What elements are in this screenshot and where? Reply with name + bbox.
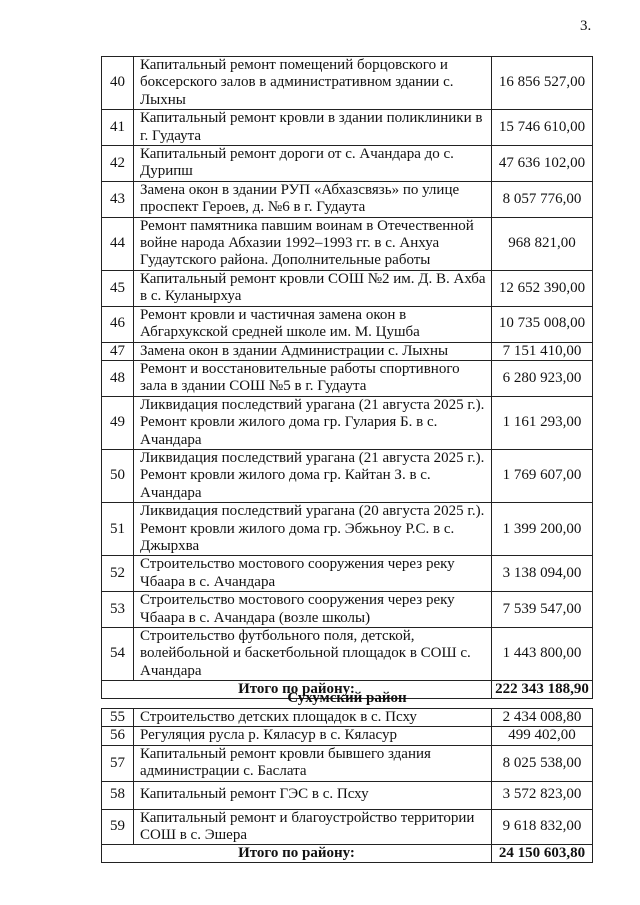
table-row xyxy=(102,270,593,306)
row-amount: 7 151 410,00 xyxy=(492,342,593,360)
row-description: Капитальный ремонт кровли СОШ №2 им. Д. В. Ахба в с. Куланырхуа xyxy=(134,270,492,306)
total-value: 222 343 188,90 xyxy=(492,681,593,699)
row-description: Строительство мостового сооружения через реку Чбаара в с. Ачандара xyxy=(134,556,492,592)
row-description: Ликвидация последствий урагана (21 августа 2025 г.). Ремонт кровли жилого дома гр. Кайтан З. в с. Ачандара xyxy=(134,449,492,502)
row-amount: 12 652 390,00 xyxy=(492,270,593,306)
row-description: Капитальный ремонт ГЭС в с. Псху xyxy=(134,781,492,809)
row-amount: 7 539 547,00 xyxy=(492,592,593,628)
row-description: Строительство мостового сооружения через реку Чбаара в с. Ачандара (возле школы) xyxy=(134,592,492,628)
total-label: Итого по району: xyxy=(102,681,492,699)
table-row xyxy=(102,360,593,396)
row-amount: 47 636 102,00 xyxy=(492,146,593,182)
table-row xyxy=(102,781,593,809)
table-row xyxy=(102,396,593,449)
total-label: Итого по району: xyxy=(102,845,492,863)
total-value: 24 150 603,80 xyxy=(492,845,593,863)
row-description: Ликвидация последствий урагана (20 августа 2025 г.). Ремонт кровли жилого дома гр. Эбжьноу Р.С. в с. Джырхва xyxy=(134,503,492,556)
table-row xyxy=(102,745,593,781)
row-description: Замена окон в здании Администрации с. Лыхны xyxy=(134,342,492,360)
row-amount: 1 161 293,00 xyxy=(492,396,593,449)
row-number: 46 xyxy=(102,306,134,342)
row-amount: 1 443 800,00 xyxy=(492,628,593,681)
row-description: Строительство детских площадок в с. Псху xyxy=(134,709,492,727)
row-amount: 16 856 527,00 xyxy=(492,57,593,110)
row-number: 56 xyxy=(102,727,134,745)
table-row xyxy=(102,628,593,681)
table-row xyxy=(102,306,593,342)
row-amount: 1 769 607,00 xyxy=(492,449,593,502)
table-row xyxy=(102,449,593,502)
table-row xyxy=(102,592,593,628)
row-number: 45 xyxy=(102,270,134,306)
table-row xyxy=(102,57,593,110)
row-amount: 10 735 008,00 xyxy=(492,306,593,342)
row-amount: 3 572 823,00 xyxy=(492,781,593,809)
row-amount: 15 746 610,00 xyxy=(492,110,593,146)
row-amount: 3 138 094,00 xyxy=(492,556,593,592)
row-description: Ремонт кровли и частичная замена окон в Абгархукской средней школе им. М. Цушба xyxy=(134,306,492,342)
row-number: 42 xyxy=(102,146,134,182)
row-number: 44 xyxy=(102,217,134,270)
row-number: 50 xyxy=(102,449,134,502)
row-description: Ремонт памятника павшим воинам в Отечественной войне народа Абхазии 1992–1993 гг. в с. Анхуа Гудаутского района. Дополнительные работы xyxy=(134,217,492,270)
table-body xyxy=(102,709,593,845)
row-amount: 499 402,00 xyxy=(492,727,593,745)
table-row xyxy=(102,217,593,270)
table-row xyxy=(102,727,593,745)
row-description: Капитальный ремонт и благоустройство территории СОШ в с. Эшера xyxy=(134,809,492,845)
page-number: 3. xyxy=(580,18,592,34)
row-amount: 8 057 776,00 xyxy=(492,181,593,217)
row-number: 40 xyxy=(102,57,134,110)
table-row xyxy=(102,503,593,556)
table-row xyxy=(102,809,593,845)
row-description: Капитальный ремонт помещений борцовского и боксерского залов в административном здании с. Лыхны xyxy=(134,57,492,110)
row-number: 49 xyxy=(102,396,134,449)
gudauta-projects-table xyxy=(101,56,593,699)
row-number: 54 xyxy=(102,628,134,681)
row-number: 55 xyxy=(102,709,134,727)
row-description: Ликвидация последствий урагана (21 августа 2025 г.). Ремонт кровли жилого дома гр. Гулария Б. в с. Ачандара xyxy=(134,396,492,449)
row-amount: 8 025 538,00 xyxy=(492,745,593,781)
row-number: 57 xyxy=(102,745,134,781)
row-amount: 6 280 923,00 xyxy=(492,360,593,396)
table-row xyxy=(102,181,593,217)
row-number: 48 xyxy=(102,360,134,396)
row-amount: 968 821,00 xyxy=(492,217,593,270)
row-number: 58 xyxy=(102,781,134,809)
row-description: Ремонт и восстановительные работы спортивного зала в здании СОШ №5 в г. Гудаута xyxy=(134,360,492,396)
row-amount: 2 434 008,80 xyxy=(492,709,593,727)
table-row xyxy=(102,110,593,146)
table-row xyxy=(102,342,593,360)
row-description: Капитальный ремонт дороги от с. Ачандара до с. Дурипш xyxy=(134,146,492,182)
row-description: Капитальный ремонт кровли бывшего здания администрации с. Баслата xyxy=(134,745,492,781)
row-number: 51 xyxy=(102,503,134,556)
row-number: 53 xyxy=(102,592,134,628)
row-description: Строительство футбольного поля, детской, волейбольной и баскетбольной площадок в СОШ с. Ачандара xyxy=(134,628,492,681)
total-row xyxy=(102,845,593,863)
row-description: Капитальный ремонт кровли в здании поликлиники в г. Гудаута xyxy=(134,110,492,146)
row-description: Замена окон в здании РУП «Абхазсвязь» по улице проспект Героев, д. №6 в г. Гудаута xyxy=(134,181,492,217)
sukhum-projects-table xyxy=(101,708,593,863)
row-number: 41 xyxy=(102,110,134,146)
row-number: 47 xyxy=(102,342,134,360)
row-number: 52 xyxy=(102,556,134,592)
table-row xyxy=(102,146,593,182)
table-row xyxy=(102,709,593,727)
row-amount: 9 618 832,00 xyxy=(492,809,593,845)
row-description: Регуляция русла р. Кяласур в с. Кяласур xyxy=(134,727,492,745)
row-amount: 1 399 200,00 xyxy=(492,503,593,556)
row-number: 43 xyxy=(102,181,134,217)
row-number: 59 xyxy=(102,809,134,845)
table-row xyxy=(102,556,593,592)
table-body xyxy=(102,57,593,681)
section-heading: Сухумский район xyxy=(287,690,407,706)
